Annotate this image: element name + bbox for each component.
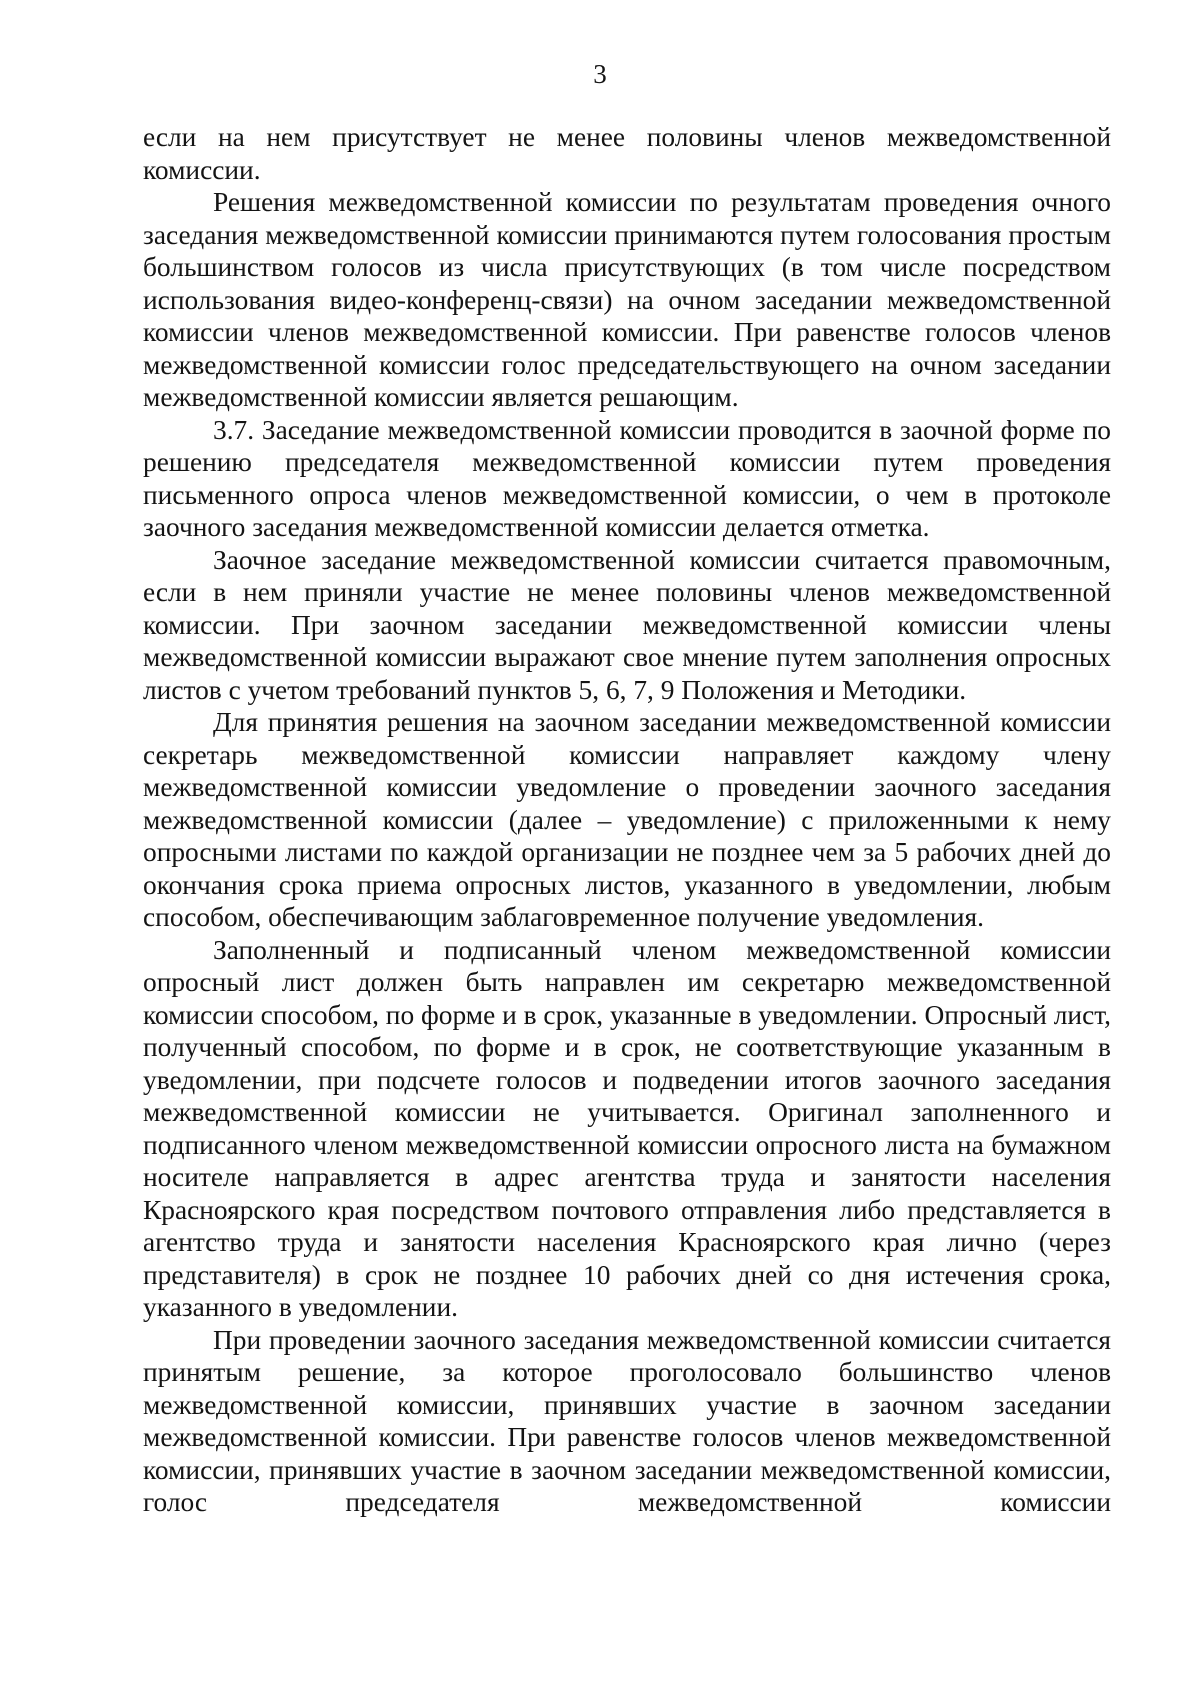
paragraph-3: 3.7. Заседание межведомственной комиссии проводится в заочной форме по решению председателя межведомственной комиссии путем проведения письменного опроса членов межведомственной комиссии, о чем в протоколе заочного заседания межведомственной комиссии делается отметка. [143, 414, 1111, 542]
paragraph-5: Для принятия решения на заочном заседании межведомственной комиссии секретарь межведомственной комиссии направляет каждому члену межведомственной комиссии уведомление о проведении заочного заседания межведомственной комиссии (далее – уведомление) с приложенными к нему опросными листами по каждой организации не позднее чем за 5 рабочих дней до окончания срока приема опросных листов, указанного в уведомлении, любым способом, обеспечивающим заблаговременное получение уведомления. [143, 707, 1111, 932]
paragraph-7: При проведении заочного заседания межведомственной комиссии считается принятым решение, за которое проголосовало большинство членов межведомственной комиссии, принявших участие в заочном заседании межведомственной комиссии. При равенстве голосов членов межведомственной комиссии, принявших участие в заочном заседании межведомственной комиссии, голос председателя межведомственной комиссии [143, 1324, 1111, 1517]
paragraph-6: Заполненный и подписанный членом межведомственной комиссии опросный лист должен быть направлен им секретарю межведомственной комиссии способом, по форме и в срок, указанные в уведомлении. Опросный лист, полученный способом, по форме и в срок, не соответствующие указанным в уведомлении, при подсчете голосов и подведении итогов заочного заседания межведомственной комиссии не учитывается. Оригинал заполненного и подписанного членом межведомственной комиссии опросного листа на бумажном носителе направляется в адрес агентства труда и занятости населения Красноярского края посредством почтового отправления либо представляется в агентство труда и занятости населения Красноярского края лично (через представителя) в срок не позднее 10 рабочих дней со дня истечения срока, указанного в уведомлении. [143, 934, 1111, 1322]
paragraph-1: если на нем присутствует не менее половины членов межведомственной комиссии. [143, 122, 1111, 185]
paragraph-4: Заочное заседание межведомственной комиссии считается правомочным, если в нем приняли участие не менее половины членов межведомственной комиссии. При заочном заседании межведомственной комиссии члены межведомственной комиссии выражают свое мнение путем заполнения опросных листов с учетом требований пунктов 5, 6, 7, 9 Положения и Методики. [143, 544, 1111, 705]
page-number: 3 [593, 59, 607, 89]
document-body [143, 121, 1111, 1519]
paragraph-2: Решения межведомственной комиссии по результатам проведения очного заседания межведомственной комиссии принимаются путем голосования простым большинством голосов из числа присутствующих (в том числе посредством использования видео-конференц-связи) на очном заседании межведомственной комиссии членов межведомственной комиссии. При равенстве голосов членов межведомственной комиссии голос председательствующего на очном заседании межведомственной комиссии является решающим. [143, 187, 1111, 412]
